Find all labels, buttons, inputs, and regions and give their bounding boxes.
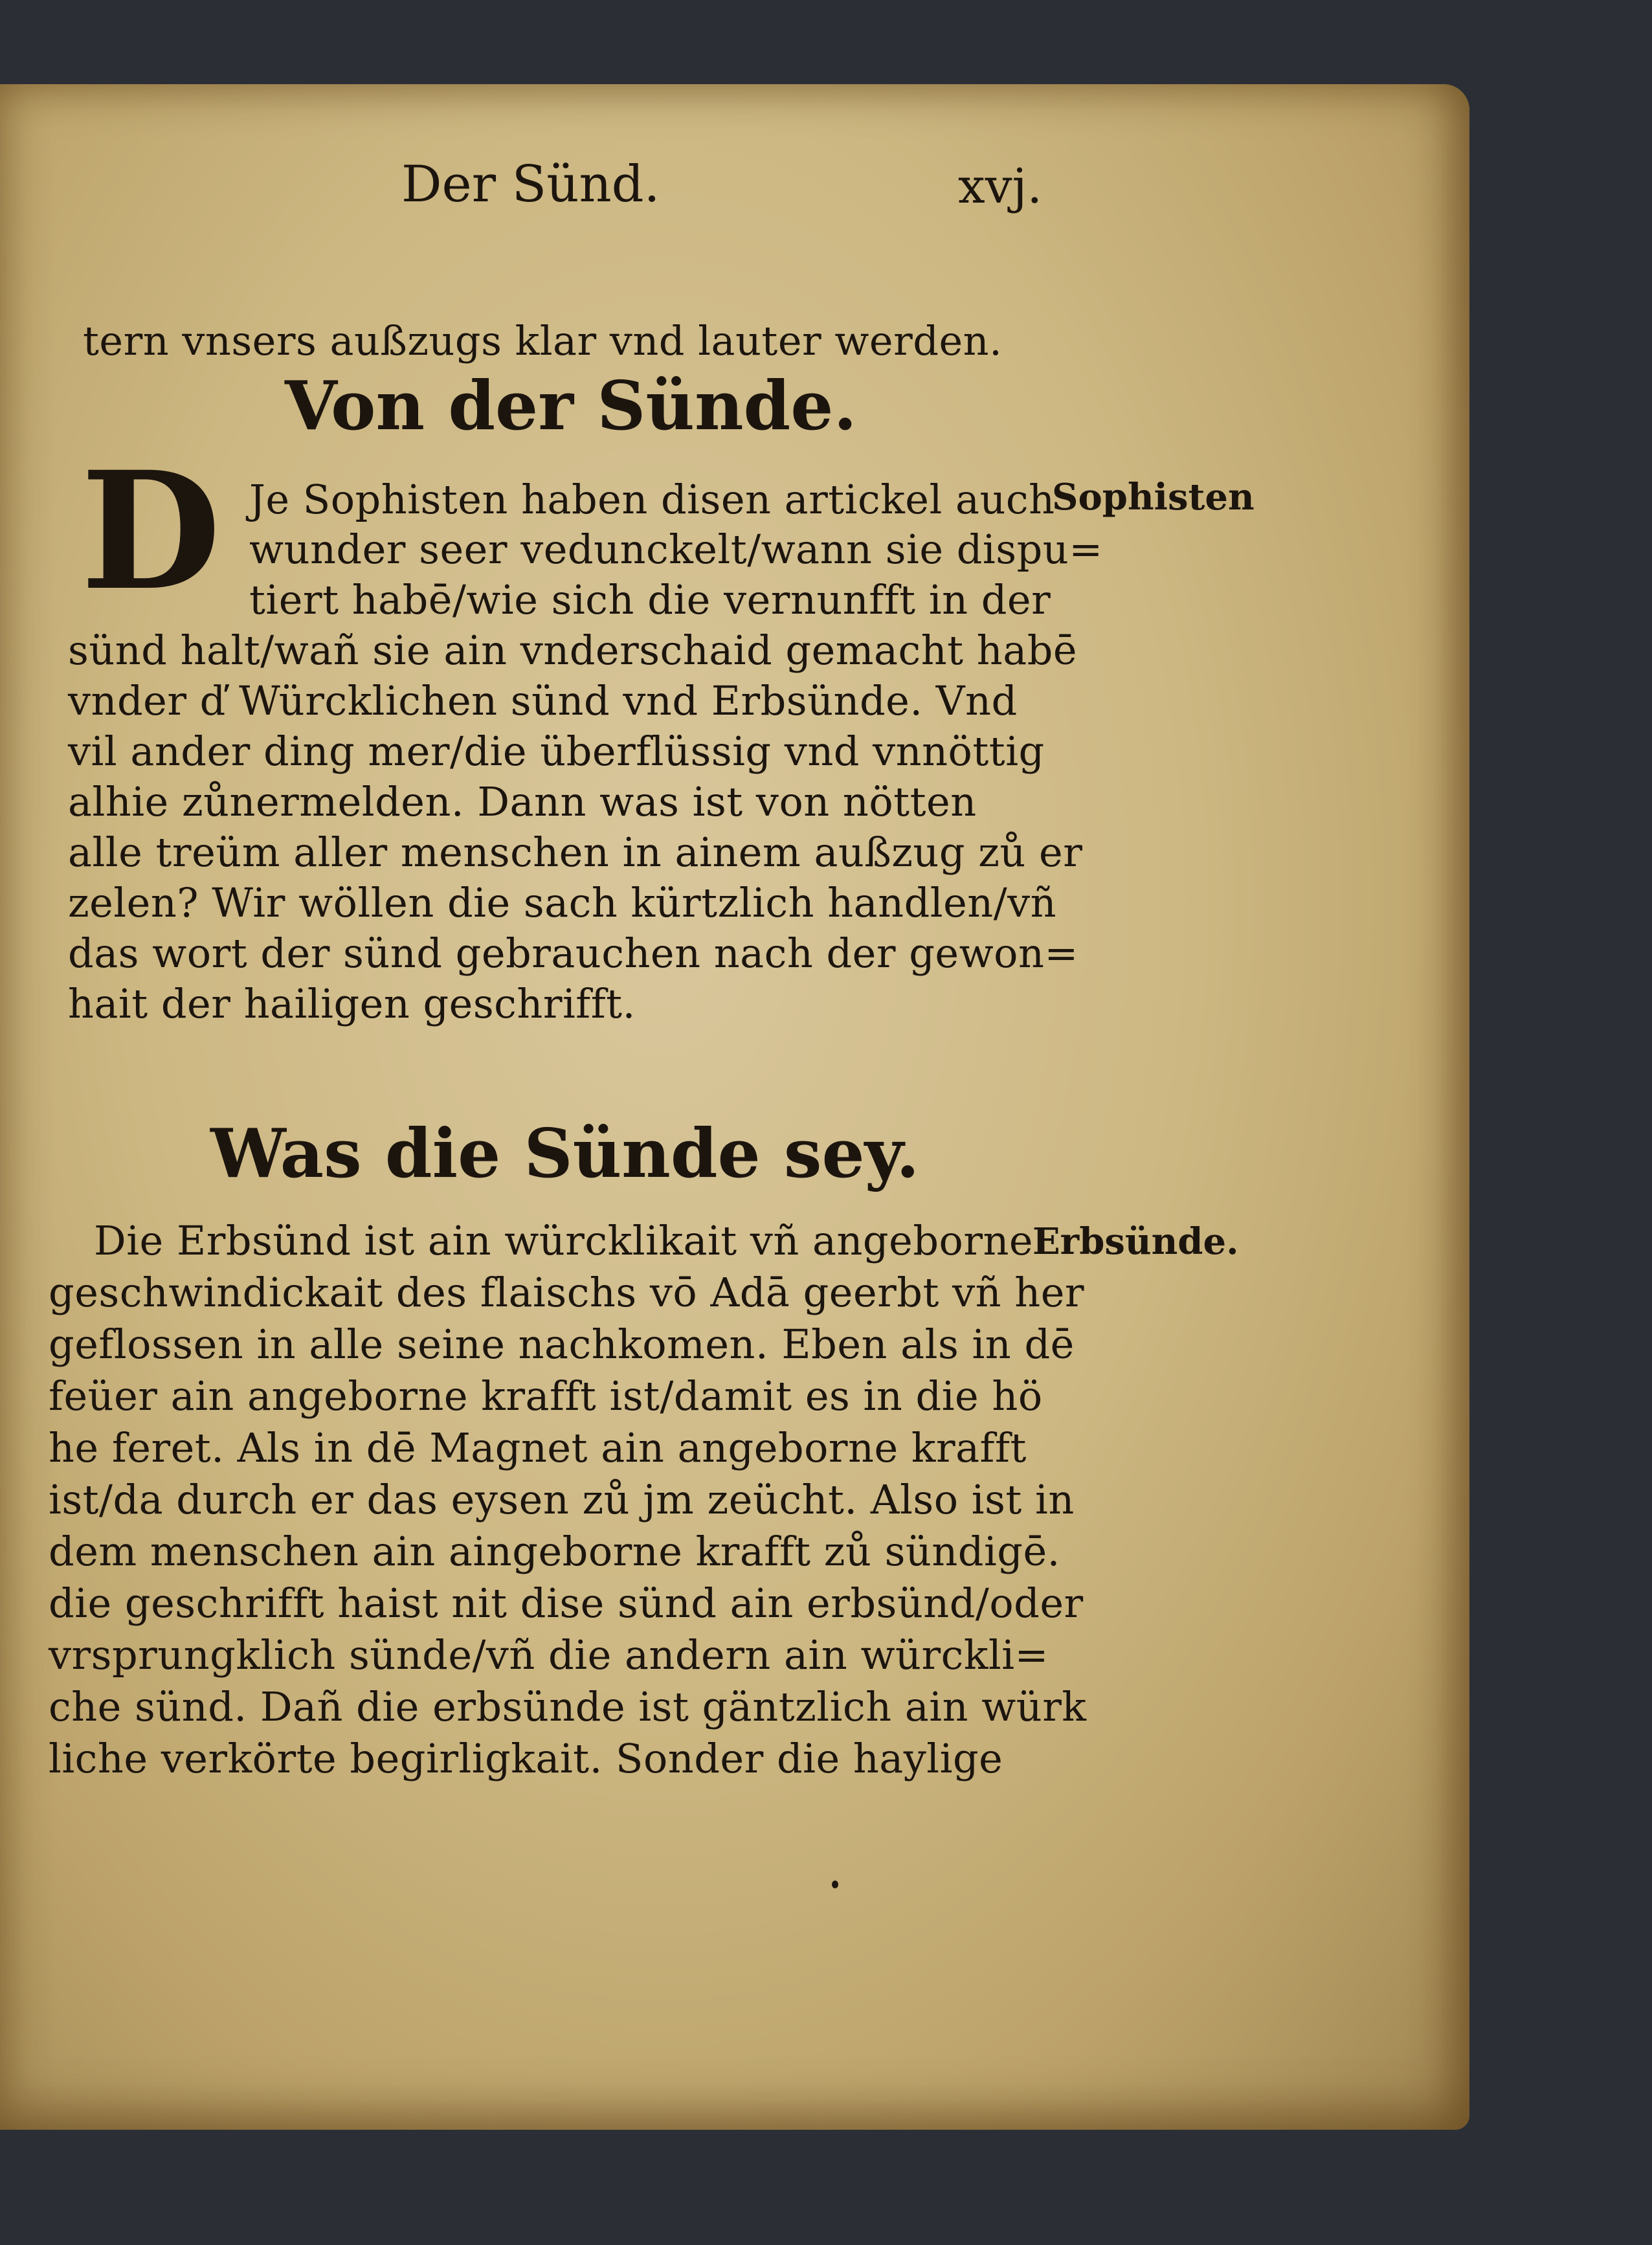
- section-heading: Von der Sünde.: [285, 366, 857, 445]
- folio-number: xvj.: [958, 159, 1043, 214]
- paragraph-line: Die Erbsünd ist ain würcklikait vñ angeborne: [94, 1217, 1034, 1264]
- paragraph-line: hait der hailigen geschrifft.: [68, 980, 636, 1027]
- paragraph-line: vrsprungklich sünde/vñ die andern ain würckli=: [49, 1631, 1049, 1679]
- margin-note: Sophisten: [1052, 476, 1255, 519]
- paragraph-line: tiert habē/wie sich die vernunfft in der: [249, 576, 1051, 623]
- decorated-initial: [76, 436, 225, 626]
- paragraph-line: geflossen in alle seine nachkomen. Eben als in dē: [49, 1321, 1075, 1368]
- ink-speck: [832, 1881, 838, 1888]
- paragraph-line: sünd halt/wañ sie ain vnderschaid gemacht habē: [68, 627, 1078, 674]
- text-line: tern vnsers außzugs klar vnd lauter werden.: [83, 317, 1003, 364]
- paragraph-line: das wort der sünd gebrauchen nach der gewon=: [68, 930, 1078, 977]
- paragraph-line: che sünd. Dañ die erbsünde ist gäntzlich ain würk: [49, 1683, 1087, 1730]
- paragraph-line: ist/da durch er das eysen zů jm zeücht. Also ist in: [49, 1476, 1075, 1523]
- paragraph-line: vil ander ding mer/die überflüssig vnd vnnöttig: [68, 728, 1045, 775]
- paragraph-line: liche verkörte begirligkait. Sonder die haylige: [49, 1735, 1003, 1782]
- paragraph-line: dem menschen ain aingeborne krafft zů sündigē.: [49, 1528, 1060, 1575]
- paragraph-line: Je Sophisten haben disen artickel auch: [249, 476, 1055, 523]
- paragraph-line: vnder ď Würcklichen sünd vnd Erbsünde. Vnd: [68, 677, 1018, 724]
- paragraph-line: alle treüm aller menschen in ainem außzug zů er: [68, 829, 1083, 876]
- paragraph-line: wunder seer vedunckelt/wann sie dispu=: [249, 526, 1103, 573]
- initial-letter: D: [80, 436, 221, 626]
- paragraph-line: zelen? Wir wöllen die sach kürtzlich handlen/vñ: [68, 879, 1057, 926]
- running-head: Der Sünd.: [401, 155, 660, 214]
- paragraph-line: alhie zůnermelden. Dann was ist von nötten: [68, 778, 977, 825]
- paragraph-line: geschwindickait des flaischs vō Adā geerbt vñ her: [49, 1269, 1085, 1316]
- margin-note: Erbsünde.: [1032, 1220, 1239, 1263]
- paragraph-line: feüer ain angeborne krafft ist/damit es in die hö: [49, 1372, 1043, 1420]
- paragraph-line: he feret. Als in dē Magnet ain angeborne krafft: [49, 1424, 1027, 1471]
- paragraph-line: die geschrifft haist nit dise sünd ain erbsünd/oder: [49, 1580, 1084, 1627]
- section-heading: Was die Sünde sey.: [210, 1113, 920, 1193]
